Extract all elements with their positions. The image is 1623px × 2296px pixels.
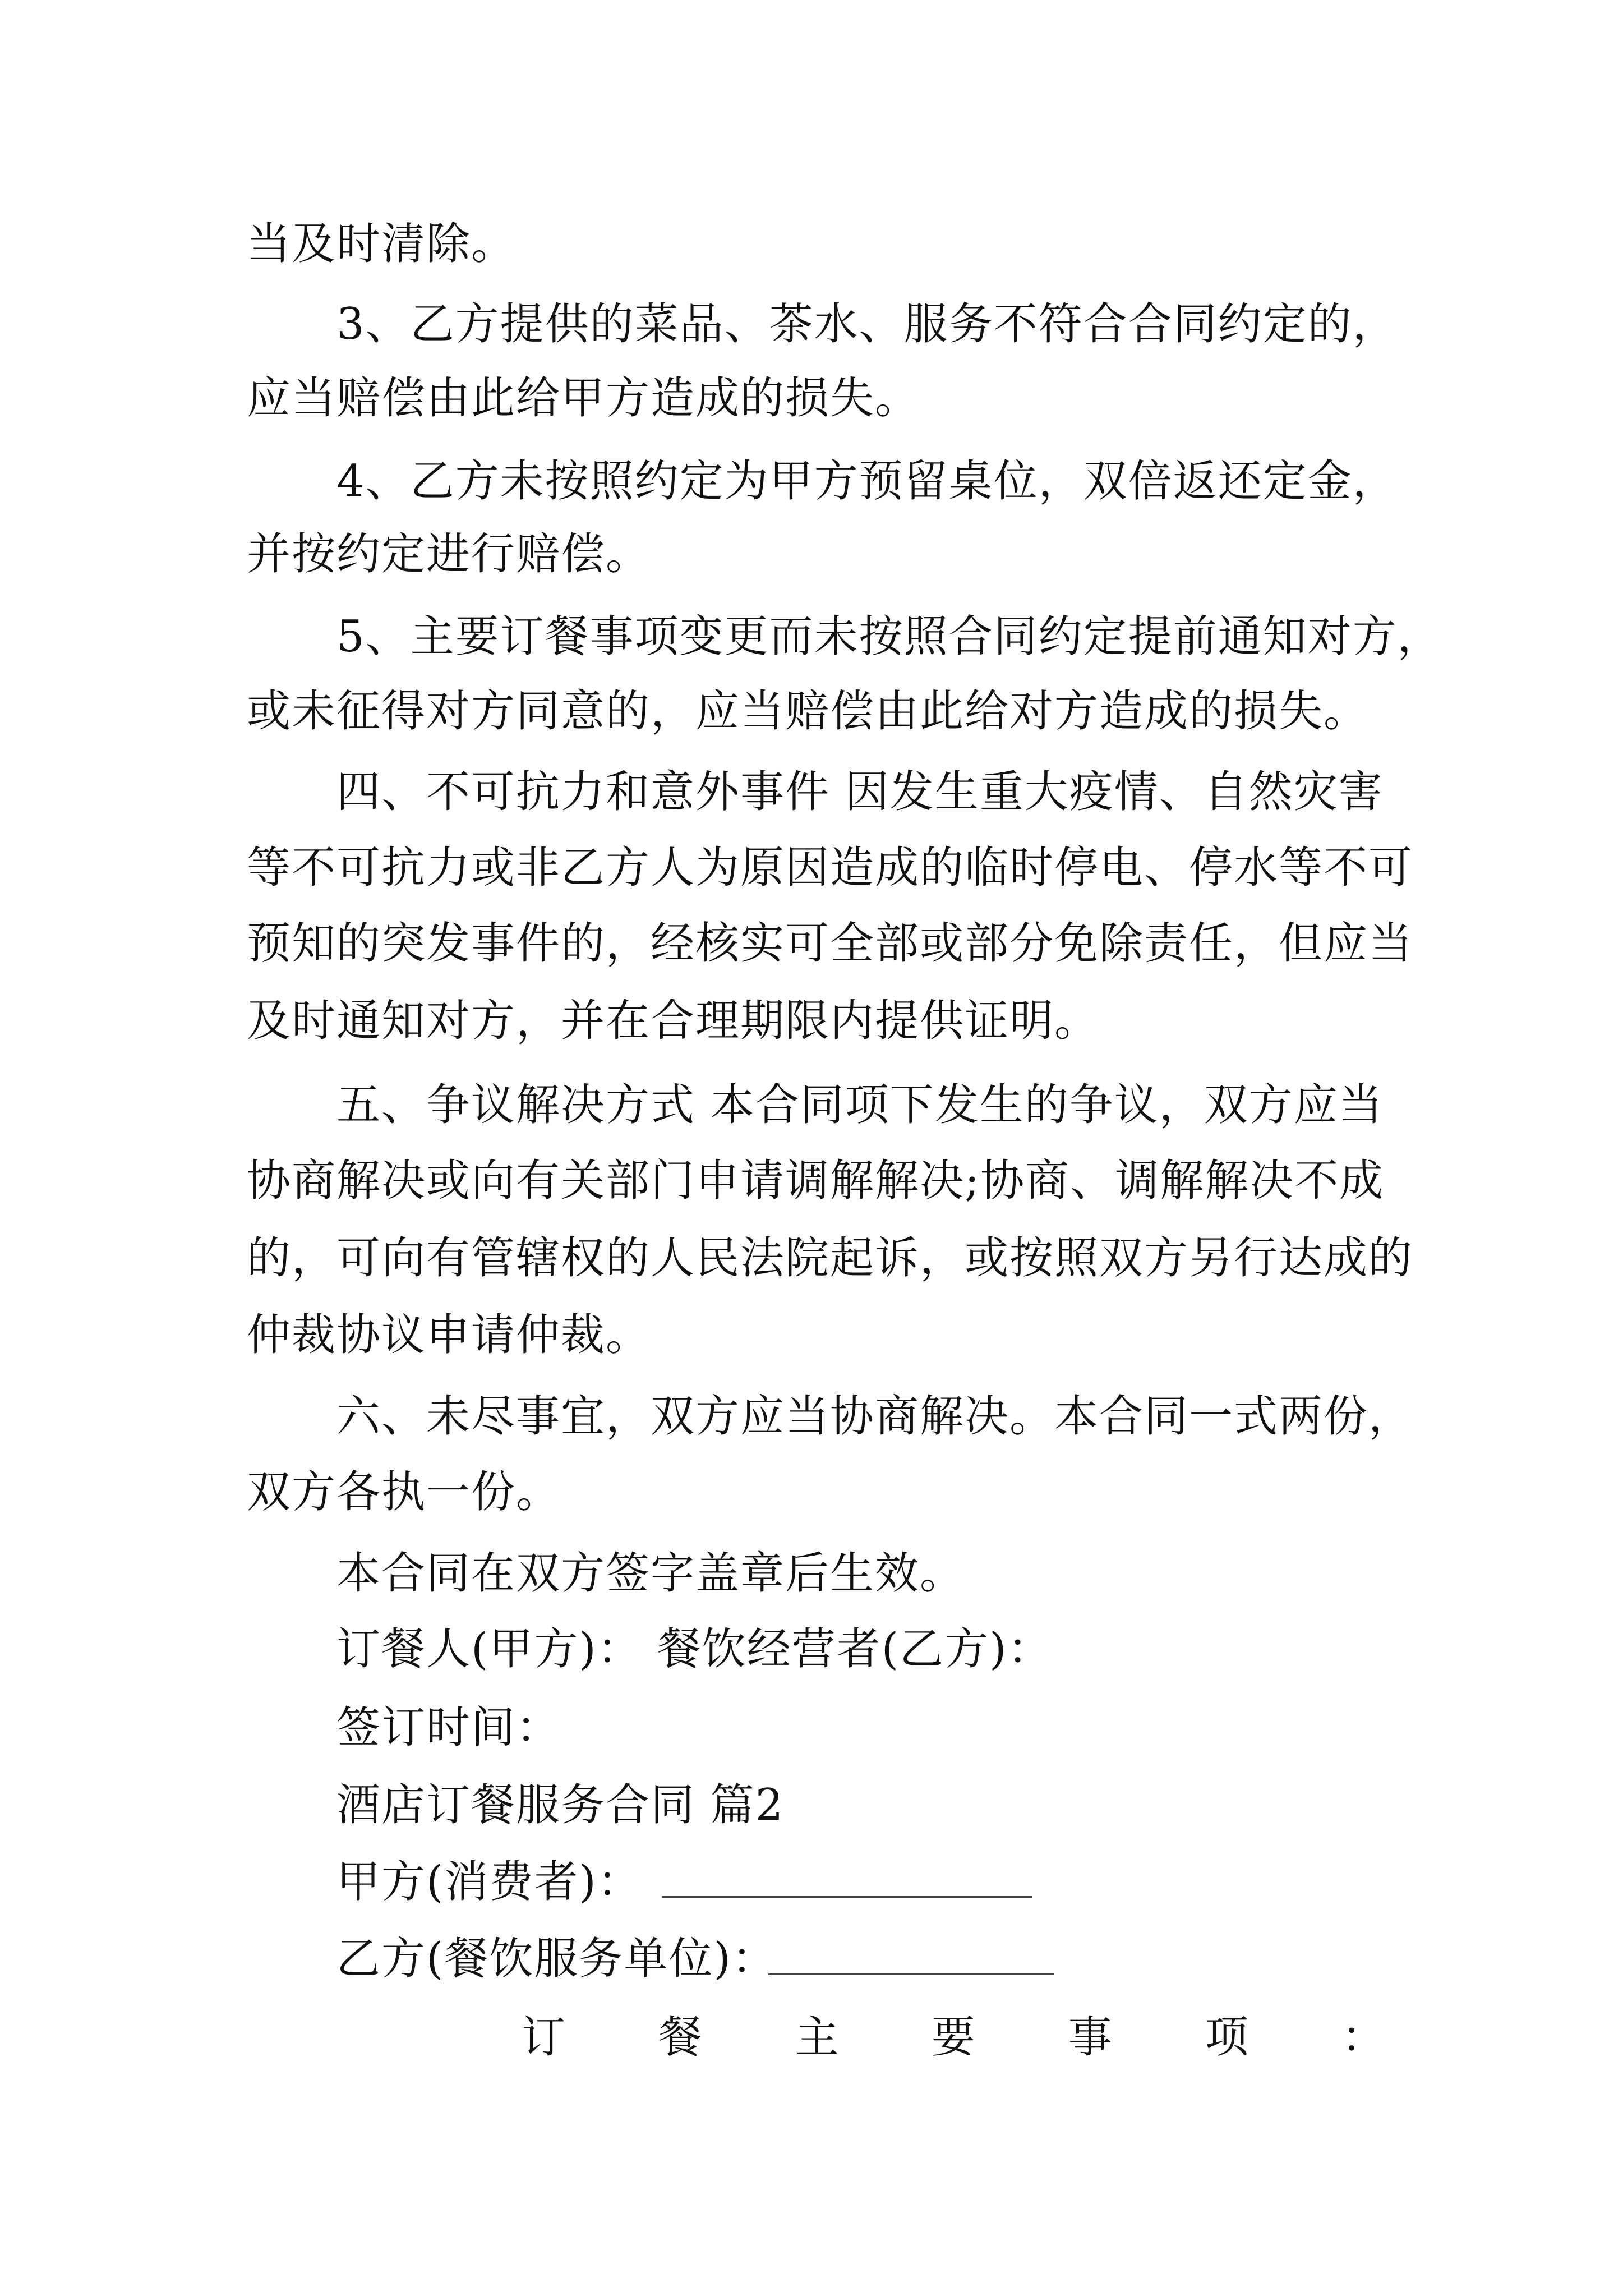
spread-char-7: ： — [1341, 2012, 1385, 2063]
spread-char-2: 餐 — [658, 2012, 702, 2063]
spread-char-4: 要 — [931, 2012, 975, 2063]
spread-char-5: 事 — [1068, 2012, 1112, 2063]
text-line-10: 预知的突发事件的，经核实可全部或部分免除责任，但应当 — [247, 918, 1414, 969]
text-line-8: 四、不可抗力和意外事件 因发生重大疫情、自然灾害 — [336, 767, 1384, 817]
text-line-3: 应当赔偿由此给甲方造成的损失。 — [247, 373, 920, 424]
text-line-1: 当及时清除。 — [247, 219, 517, 269]
text-line-9: 等不可抗力或非乙方人为原因造成的临时停电、停水等不可 — [247, 843, 1414, 893]
text-line-11: 及时通知对方，并在合理期限内提供证明。 — [247, 996, 1100, 1046]
party-a-label: 甲方(消费者)： — [336, 1857, 642, 1907]
text-line-12: 五、争议解决方式 本合同项下发生的争议，双方应当 — [336, 1080, 1384, 1130]
text-line-16: 六、未尽事宜，双方应当协商解决。本合同一式两份， — [336, 1391, 1414, 1442]
text-line-13: 协商解决或向有关部门申请调解解决;协商、调解解决不成 — [247, 1156, 1385, 1206]
text-line-6: 5、主要订餐事项变更而未按照合同约定提前通知对方， — [336, 611, 1442, 662]
party-a-blank — [662, 1896, 1032, 1898]
ordering-main-items-heading — [522, 2004, 1385, 2071]
party-b-label: 乙方(餐饮服务单位)： — [336, 1934, 777, 1984]
spread-char-3: 主 — [795, 2012, 839, 2063]
text-line-4: 4、乙方未按照约定为甲方预留桌位，双倍返还定金， — [336, 456, 1398, 507]
spread-char-6: 项 — [1205, 2012, 1249, 2063]
text-line-19: 订餐人(甲方)： 餐饮经营者(乙方)： — [336, 1624, 1053, 1674]
text-line-5: 并按约定进行赔偿。 — [247, 529, 651, 579]
text-line-2: 3、乙方提供的菜品、茶水、服务不符合合同约定的， — [336, 299, 1398, 349]
spread-char-1: 订 — [522, 2012, 566, 2063]
text-line-20: 签订时间： — [336, 1703, 561, 1753]
text-line-15: 仲裁协议申请仲裁。 — [247, 1310, 651, 1360]
text-line-17: 双方各执一份。 — [247, 1467, 561, 1517]
text-line-7: 或未征得对方同意的，应当赔偿由此给对方造成的损失。 — [247, 686, 1369, 737]
doc-title-part2: 酒店订餐服务合同 篇2 — [336, 1780, 785, 1830]
text-line-14: 的，可向有管辖权的人民法院起诉，或按照双方另行达成的 — [247, 1233, 1414, 1283]
text-line-18: 本合同在双方签字盖章后生效。 — [336, 1548, 965, 1599]
party-b-blank — [768, 1973, 1054, 1975]
